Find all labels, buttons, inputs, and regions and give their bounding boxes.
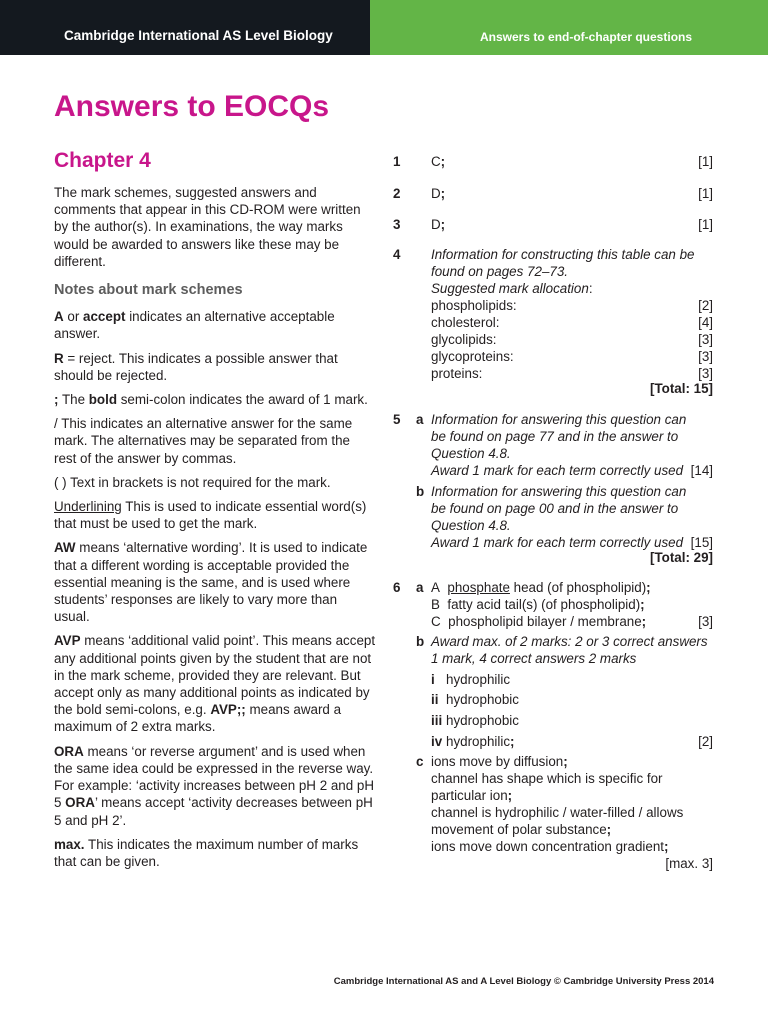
question-number: 4 — [393, 247, 401, 262]
mark-value: [1] — [698, 154, 713, 169]
q6c-line2: channel has shape which is specific for — [431, 771, 663, 786]
question-number: 6 — [393, 580, 401, 595]
q6b-line2: 1 mark, 4 correct answers 2 marks — [431, 651, 637, 666]
intro-paragraph: The mark schemes, suggested answers and comments that appear in this CD-ROM were written by the author(s). In examinations, the way marks would be awarded to answers like these may be different. — [54, 185, 361, 269]
q5a-line4: Award 1 mark for each term correctly used — [431, 463, 684, 478]
note-underline-text: This is used to indicate essential word(s) that must be used to get the mark. — [54, 499, 367, 532]
note-r-term: R — [54, 350, 64, 366]
note-ora-text: means ‘or reverse argument’ and is used when the same idea could be expressed in the reverse way. For example: ‘activity increases between pH 2 and pH 5 — [54, 743, 375, 811]
q4-item-mark: [3] — [698, 332, 713, 347]
q6c-line1: ions move by diffusion — [431, 754, 564, 769]
mark-semicolon: ; — [440, 154, 446, 169]
q4-item-label: glycolipids: — [431, 332, 497, 347]
note-max-text: This indicates the maximum number of marks that can be given. — [54, 836, 359, 869]
mark-semicolon: ; — [440, 186, 446, 201]
q6c-line6: ions move down concentration gradient — [431, 839, 664, 854]
q4-item-label: phospholipids: — [431, 298, 517, 313]
label-letter: C — [431, 614, 441, 629]
q4-item-label: glycoproteins: — [431, 349, 514, 364]
q4-total: [Total: 15] — [650, 381, 713, 396]
note-aw — [54, 539, 376, 625]
note-underlining — [54, 498, 376, 532]
note-aw-term: AW — [54, 540, 76, 556]
note-a-or: or — [63, 309, 84, 325]
q6a-mark: [3] — [698, 614, 713, 629]
header-right-bar — [370, 0, 768, 55]
left-column — [54, 184, 376, 877]
note-underline-term: Underlining — [54, 499, 122, 515]
note-avp — [54, 632, 376, 735]
subpart-label: a — [416, 580, 424, 595]
q5a-line1: Information for answering this question can — [431, 412, 687, 427]
q4-allocation-colon: : — [588, 281, 593, 296]
q6b-line1: Award max. of 2 marks: 2 or 3 correct answers — [431, 634, 708, 649]
roman-numeral: iii — [431, 713, 443, 728]
note-avp-term: AVP — [54, 633, 81, 649]
q6a-A-text: head (of phospholipid) — [509, 580, 647, 595]
header-left-bar — [0, 0, 370, 55]
q5b-mark: [15] — [690, 535, 713, 550]
roman-numeral: ii — [431, 692, 439, 707]
q6a-C-text: phospholipid bilayer / membrane — [448, 614, 642, 629]
mark-semicolon: ; — [507, 788, 513, 803]
q5b-line4: Award 1 mark for each term correctly used — [431, 535, 684, 550]
q6b-item-text: hydrophobic — [446, 692, 519, 707]
note-semicolon-the: The — [58, 392, 89, 408]
q4-info-line1: Information for constructing this table can be — [431, 247, 695, 262]
answer-text: D — [431, 217, 441, 232]
note-reject — [54, 350, 376, 384]
note-semicolon-term: ; — [54, 392, 59, 408]
page-footer: Cambridge International AS and A Level Biology © Cambridge University Press 2014 — [333, 976, 714, 987]
label-letter: A — [431, 580, 440, 595]
note-a-term: A — [54, 309, 64, 325]
notes-heading: Notes about mark schemes — [54, 282, 243, 299]
header-section-title: Answers to end-of-chapter questions — [480, 30, 693, 44]
mark-value: [1] — [698, 186, 713, 201]
note-ora — [54, 743, 376, 829]
page-title: Answers to EOCQs — [54, 90, 330, 123]
note-brackets: ( ) Text in brackets is not required for the mark. — [54, 474, 331, 490]
q6c-line3: particular ion — [431, 788, 508, 803]
answer-text: C — [431, 154, 441, 169]
q5-total: [Total: 29] — [650, 550, 713, 565]
note-bold-word: bold — [88, 392, 118, 408]
note-accept-text: indicates an alternative acceptable answer. — [54, 309, 335, 342]
q4-item-mark: [4] — [698, 315, 713, 330]
note-semicolon — [54, 391, 376, 408]
q4-item-mark: [3] — [698, 366, 713, 381]
q4-item-mark: [3] — [698, 349, 713, 364]
q5b-line3: Question 4.8. — [431, 518, 511, 533]
q4-item-mark: [2] — [698, 298, 713, 313]
q6a-B-text: fatty acid tail(s) (of phospholipid) — [447, 597, 641, 612]
mark-semicolon: ; — [606, 822, 612, 837]
mark-value: [1] — [698, 217, 713, 232]
note-ora-text2: ’ means accept ‘activity decreases between pH 5 and pH 2’. — [54, 795, 373, 828]
q5a-mark: [14] — [690, 463, 713, 478]
question-number: 1 — [393, 154, 401, 169]
q4-item-label: cholesterol: — [431, 315, 500, 330]
q6b-mark: [2] — [698, 734, 713, 749]
mark-semicolon: ; — [510, 734, 515, 749]
question-number: 3 — [393, 217, 401, 232]
subpart-label: c — [416, 754, 424, 769]
mark-semicolon: ; — [664, 839, 669, 854]
note-avp-text: means ‘additional valid point’. This means accept any additional points given by the student that are not in the mark scheme, provided they are relevant. But accept only as many additional points as indicated by the bold semi-colons, e.g. — [54, 633, 376, 718]
note-ora-term: ORA — [54, 743, 84, 759]
q4-item-label: proteins: — [431, 366, 483, 381]
note-ora-term2: ORA — [65, 795, 95, 811]
answer-text: D — [431, 186, 441, 201]
q5a-line2: be found on page 77 and in the answer to — [431, 429, 679, 444]
subpart-label: b — [416, 484, 425, 499]
q6c-mark: [max. 3] — [665, 856, 713, 871]
q4-allocation-label: Suggested mark allocation — [431, 281, 589, 296]
subpart-label: a — [416, 412, 424, 427]
note-aw-text: means ‘alternative wording’. It is used to indicate that a different wording is acceptable provided the essential meaning is the same, and is used where students’ responses are likely to vary more than usual. — [54, 540, 368, 625]
q6a-underlined-term: phosphate — [447, 580, 510, 595]
note-avp-example: AVP;; — [210, 702, 246, 718]
q6c-line5: movement of polar substance — [431, 822, 607, 837]
q6b-item-text: hydrophobic — [446, 713, 519, 728]
note-accept-term: accept — [83, 309, 126, 325]
note-max — [54, 836, 376, 870]
q5b-line1: Information for answering this question can — [431, 484, 687, 499]
mark-semicolon: ; — [563, 754, 568, 769]
chapter-heading: Chapter 4 — [54, 149, 151, 172]
header-book-title: Cambridge International AS Level Biology — [64, 28, 333, 43]
q5b-line2: be found on page 00 and in the answer to — [431, 501, 679, 516]
subpart-label: b — [416, 634, 425, 649]
q4-info-line2: found on pages 72–73. — [431, 264, 569, 279]
note-semicolon-text: semi-colon indicates the award of 1 mark. — [117, 392, 368, 408]
q6c-line4: channel is hydrophilic / water-filled / allows — [431, 805, 684, 820]
note-avp-text2: means award a maximum of 2 extra marks. — [54, 702, 342, 735]
mark-semicolon: ; — [440, 217, 446, 232]
question-number: 5 — [393, 412, 401, 427]
mark-semicolon: ; — [641, 614, 647, 629]
q5a-line3: Question 4.8. — [431, 446, 511, 461]
note-accept — [54, 308, 376, 342]
mark-semicolon: ; — [640, 597, 645, 612]
q6b-item-text: hydrophilic — [446, 672, 511, 687]
mark-semicolon: ; — [646, 580, 651, 595]
note-max-term: max. — [54, 836, 85, 852]
roman-numeral: i — [431, 672, 435, 687]
label-letter: B — [431, 597, 440, 612]
question-number: 2 — [393, 186, 401, 201]
note-slash: / This indicates an alternative answer for the same mark. The alternatives may be separated from the rest of the answer by commas. — [54, 416, 353, 466]
note-reject-text: = reject. This indicates a possible answer that should be rejected. — [54, 350, 338, 383]
roman-numeral: iv — [431, 734, 443, 749]
q6b-item-text: hydrophilic — [446, 734, 511, 749]
